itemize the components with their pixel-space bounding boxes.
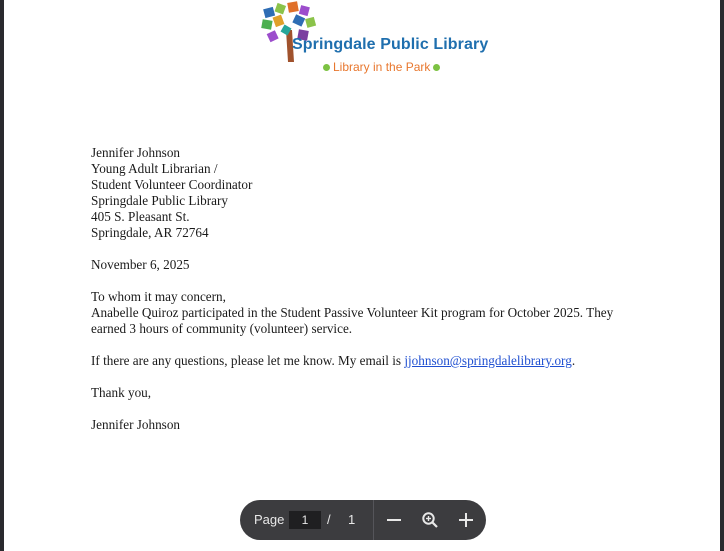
sender-street: 405 S. Pleasant St. — [91, 209, 190, 224]
library-tagline-text: Library in the Park — [333, 60, 431, 74]
questions-prefix: If there are any questions, please let me know. My email is — [91, 353, 405, 368]
minus-icon — [385, 511, 403, 529]
page-separator: / — [327, 512, 331, 527]
salutation: To whom it may concern, — [91, 289, 226, 304]
green-dot-icon — [323, 64, 330, 71]
library-tagline — [320, 60, 443, 74]
zoom-out-button[interactable] — [382, 508, 406, 532]
questions-line — [91, 353, 651, 369]
letter-body — [91, 145, 651, 433]
body-line-1: Anabelle Quiroz participated in the Student Passive Volunteer Kit program for October 2025. They — [91, 305, 614, 320]
green-dot-icon — [433, 64, 440, 71]
zoom-reset-button[interactable] — [418, 508, 442, 532]
sender-org: Springdale Public Library — [91, 193, 228, 208]
closing: Thank you, — [91, 385, 152, 400]
sender-city: Springdale, AR 72764 — [91, 225, 209, 240]
sender-role: Student Volunteer Coordinator — [91, 177, 253, 192]
pdf-page — [4, 0, 722, 551]
plus-icon — [457, 511, 475, 529]
sender-title: Young Adult Librarian / — [91, 161, 218, 176]
magnifier-icon — [421, 511, 439, 529]
total-pages: 1 — [348, 512, 356, 527]
body-line-2: earned 3 hours of community (volunteer) service. — [91, 321, 353, 336]
page-label: Page — [254, 512, 285, 527]
signature: Jennifer Johnson — [91, 417, 181, 432]
toolbar-divider — [373, 500, 374, 540]
zoom-in-button[interactable] — [454, 508, 478, 532]
email-link[interactable]: jjohnson@springdalelibrary.org — [404, 353, 572, 368]
library-name: Springdale Public Library — [292, 36, 489, 53]
sender-name: Jennifer Johnson — [91, 145, 181, 160]
viewer-edge — [720, 0, 722, 551]
questions-suffix: . — [571, 353, 576, 368]
pdf-toolbar — [240, 500, 486, 540]
letter-date: November 6, 2025 — [91, 257, 190, 272]
page-number-input[interactable] — [289, 511, 321, 529]
